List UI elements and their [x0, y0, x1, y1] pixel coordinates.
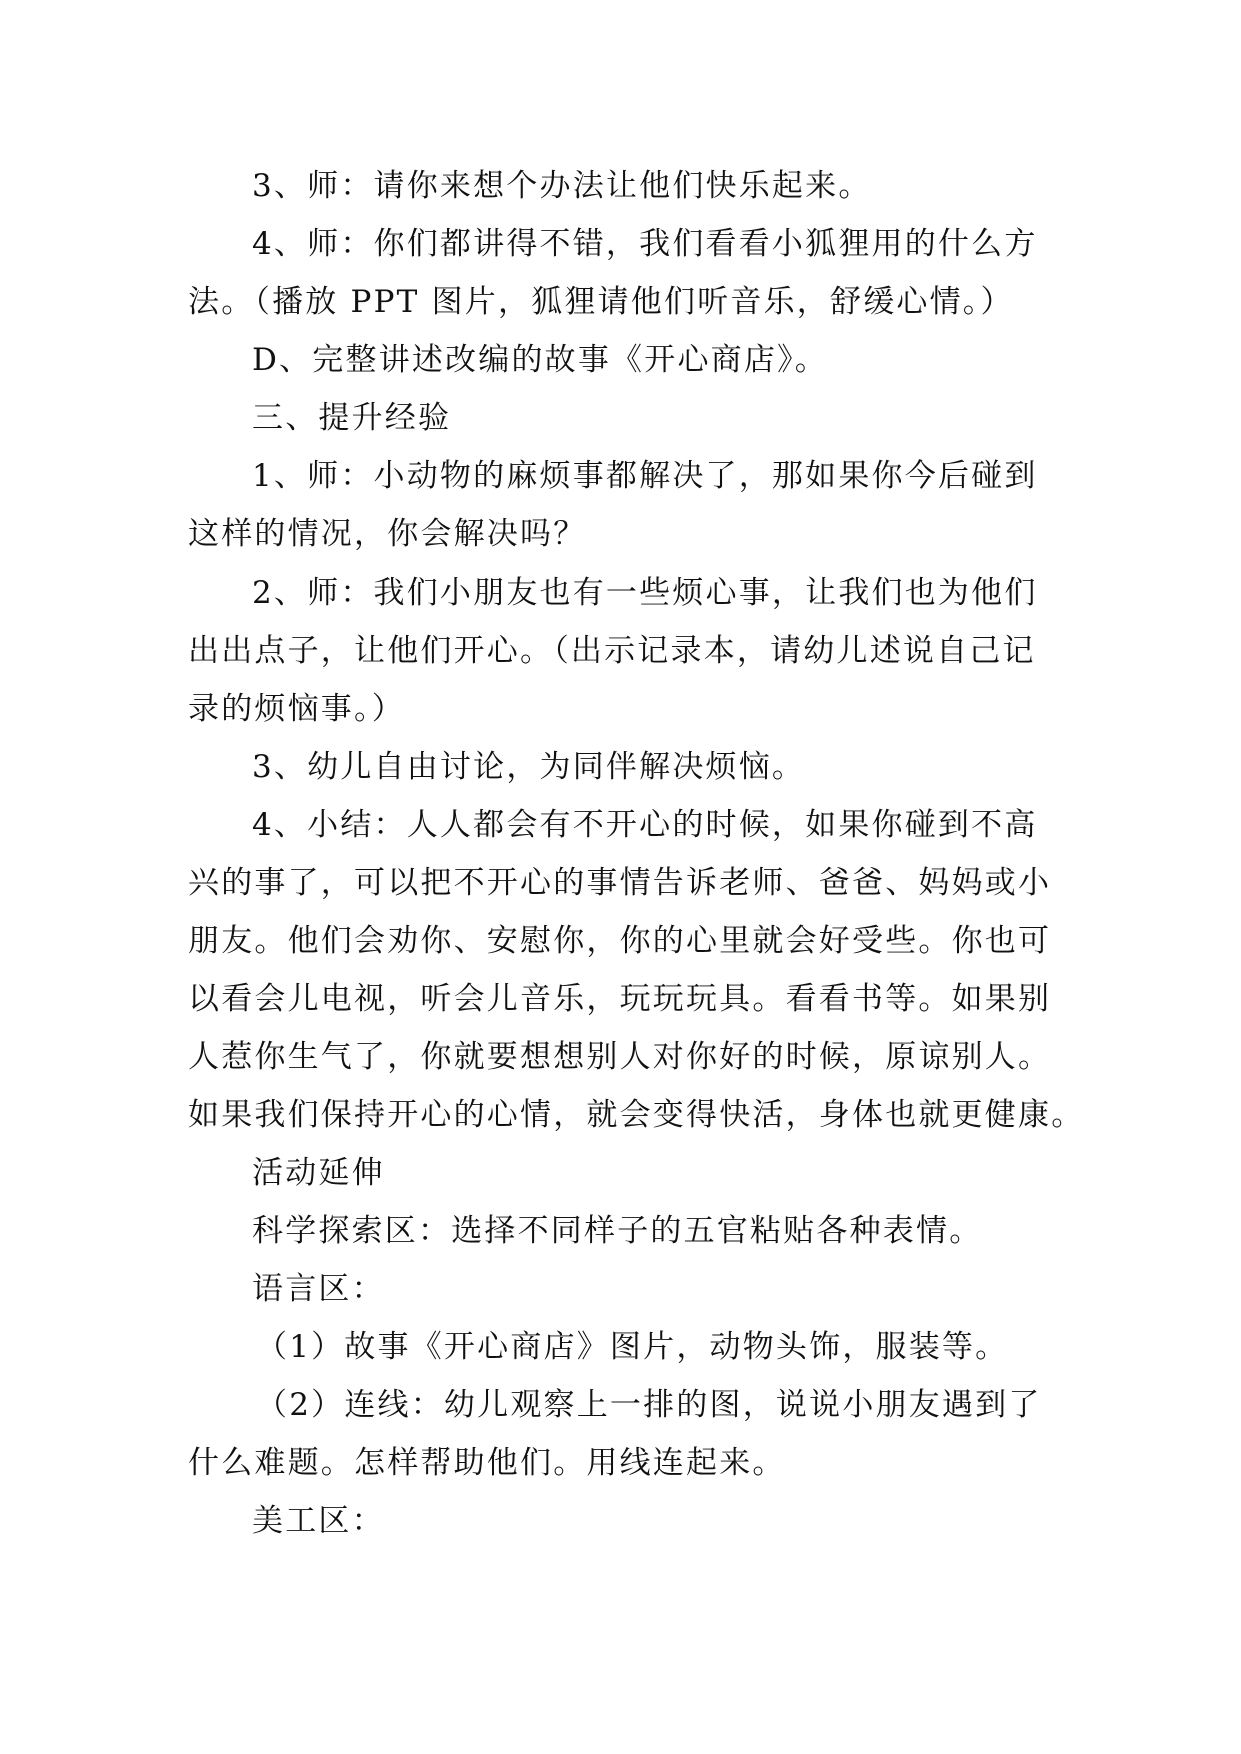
paragraph-line: 语言区：: [252, 1271, 385, 1307]
paragraph-line: 以看会儿电视，听会儿音乐，玩玩玩具。看看书等。如果别: [188, 981, 1052, 1017]
paragraph-line: 2、师：我们小朋友也有一些烦心事，让我们也为他们: [252, 575, 1038, 611]
paragraph-line: D、完整讲述改编的故事《开心商店》。: [252, 342, 828, 378]
paragraph-line: 3、师：请你来想个办法让他们快乐起来。: [252, 168, 872, 204]
section-heading: 三、提升经验: [252, 400, 452, 436]
paragraph-line: 兴的事了，可以把不开心的事情告诉老师、爸爸、妈妈或小: [188, 865, 1052, 901]
paragraph-line: 3、幼儿自由讨论，为同伴解决烦恼。: [252, 749, 806, 785]
paragraph-line: （2）连线：幼儿观察上一排的图，说说小朋友遇到了: [256, 1387, 1042, 1423]
paragraph-line: 朋友。他们会劝你、安慰你，你的心里就会好受些。你也可: [188, 923, 1052, 959]
paragraph-line: 美工区：: [252, 1503, 385, 1539]
paragraph-line: 1、师：小动物的麻烦事都解决了，那如果你今后碰到: [252, 458, 1038, 494]
paragraph-line: 什么难题。怎样帮助他们。用线连起来。: [188, 1445, 786, 1481]
paragraph-line: 4、小结：人人都会有不开心的时候，如果你碰到不高: [252, 807, 1038, 843]
paragraph-line: 录的烦恼事。）: [188, 691, 405, 727]
section-heading: 活动延伸: [252, 1155, 385, 1191]
paragraph-line: 出出点子，让他们开心。（出示记录本，请幼儿述说自己记: [188, 633, 1036, 669]
paragraph-line: 4、师：你们都讲得不错，我们看看小狐狸用的什么方: [252, 226, 1038, 262]
paragraph-line: 如果我们保持开心的心情，就会变得快活，身体也就更健康。: [188, 1097, 1085, 1133]
paragraph-line: 人惹你生气了，你就要想想别人对你好的时候，原谅别人。: [188, 1039, 1052, 1075]
paragraph-line: 法。（播放 PPT 图片，狐狸请他们听音乐，舒缓心情。）: [188, 284, 1014, 320]
paragraph-line: 这样的情况，你会解决吗？: [188, 516, 587, 552]
paragraph-line: 科学探索区：选择不同样子的五官粘贴各种表情。: [252, 1213, 983, 1249]
paragraph-line: （1）故事《开心商店》图片，动物头饰，服装等。: [256, 1329, 1009, 1365]
